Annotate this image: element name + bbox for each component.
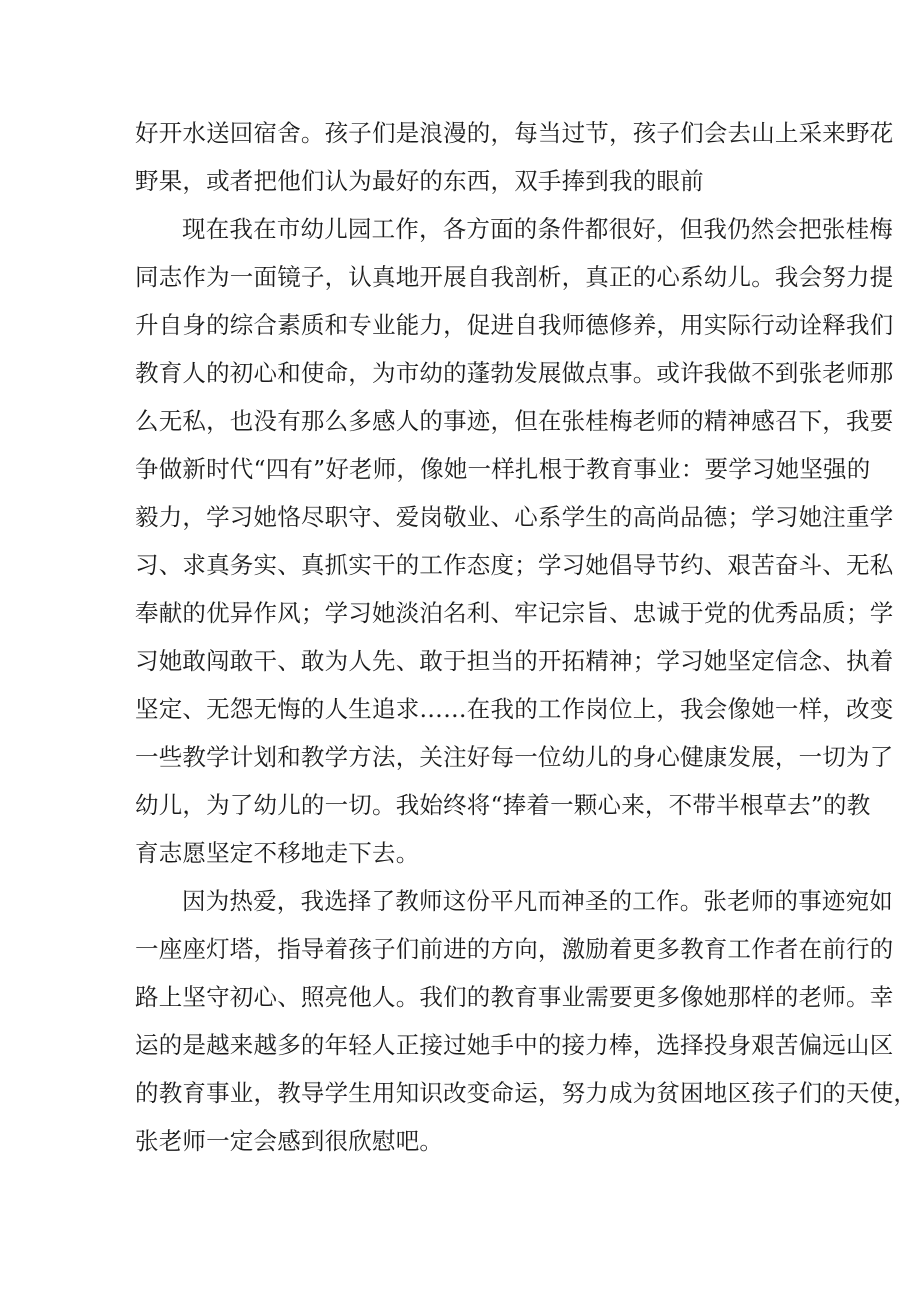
paragraph-2-line-3: 升自身的综合素质和专业能力，促进自我师德修养，用实际行动诠释我们	[135, 311, 894, 339]
paragraph-2-line-10: 习她敢闯敢干、敢为人先、敢于担当的开拓精神；学习她坚定信念、执着	[135, 647, 894, 675]
paragraph-2-line-13: 幼儿，为了幼儿的一切。我始终将“捧着一颗心来，不带半根草去”的教	[135, 791, 871, 819]
paragraph-2-line-14: 育志愿坚定不移地走下去。	[135, 839, 420, 867]
paragraph-3-line-5: 的教育事业，教导学生用知识改变命运，努力成为贫困地区孩子们的天使，	[135, 1079, 918, 1107]
paragraph-3-line-4: 运的是越来越多的年轻人正接过她手中的接力棒，选择投身艰苦偏远山区	[135, 1031, 894, 1059]
paragraph-2-line-9: 奉献的优异作风；学习她淡泊名利、牢记宗旨、忠诚于党的优秀品质；学	[135, 599, 894, 627]
paragraph-2-line-4: 教育人的初心和使命，为市幼的蓬勃发展做点事。或许我做不到张老师那	[135, 359, 894, 387]
paragraph-3-line-1: 因为热爱，我选择了教师这份平凡而神圣的工作。张老师的事迹宛如	[182, 887, 893, 915]
paragraph-3-line-2: 一座座灯塔，指导着孩子们前进的方向，激励着更多教育工作者在前行的	[135, 935, 894, 963]
paragraph-1-line-2: 野果，或者把他们认为最好的东西，双手捧到我的眼前	[135, 167, 704, 195]
paragraph-2-line-12: 一些教学计划和教学方法，关注好每一位幼儿的身心健康发展，一切为了	[135, 743, 894, 771]
paragraph-3-line-3: 路上坚守初心、照亮他人。我们的教育事业需要更多像她那样的老师。幸	[135, 983, 894, 1011]
paragraph-2-line-2: 同志作为一面镜子，认真地开展自我剖析，真正的心系幼儿。我会努力提	[135, 263, 894, 291]
paragraph-3-line-6: 张老师一定会感到很欣慰吧。	[135, 1127, 444, 1155]
paragraph-2-line-1: 现在我在市幼儿园工作，各方面的条件都很好，但我仍然会把张桂梅	[182, 215, 893, 243]
paragraph-2-line-8: 习、求真务实、真抓实干的工作态度；学习她倡导节约、艰苦奋斗、无私	[135, 551, 894, 579]
paragraph-2-line-6: 争做新时代“四有”好老师，像她一样扎根于教育事业：要学习她坚强的	[135, 455, 871, 483]
paragraph-1-line-1: 好开水送回宿舍。孩子们是浪漫的，每当过节，孩子们会去山上采来野花	[135, 119, 894, 147]
paragraph-2-line-7: 毅力，学习她恪尽职守、爱岗敬业、心系学生的高尚品德；学习她注重学	[135, 503, 894, 531]
paragraph-2-line-11: 坚定、无怨无悔的人生追求……在我的工作岗位上，我会像她一样，改变	[135, 695, 894, 723]
paragraph-2-line-5: 么无私，也没有那么多感人的事迹，但在张桂梅老师的精神感召下，我要	[135, 407, 894, 435]
